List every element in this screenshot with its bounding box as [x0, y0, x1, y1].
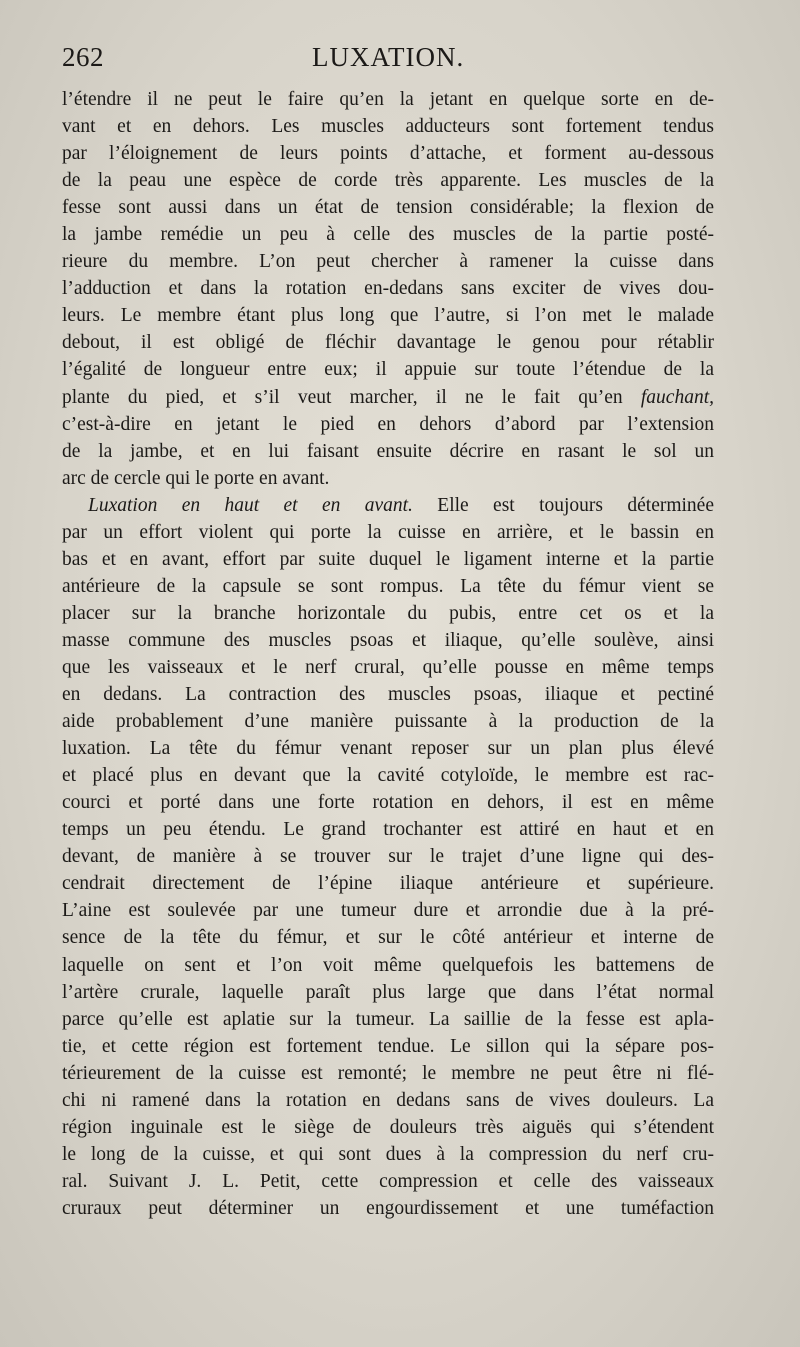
- text-line: masse commune des muscles psoas et iliaque, qu’elle soulève, ainsi: [62, 629, 714, 651]
- text-line: fesse sont aussi dans un état de tension considérable; la flexion de: [62, 197, 714, 219]
- text-line: cendrait directement de l’épine iliaque antérieure et supérieure.: [62, 873, 714, 895]
- text-line: laquelle on sent et l’on voit même quelquefois les battemens de: [62, 954, 714, 976]
- text-line: ral. Suivant J. L. Petit, cette compression et celle des vaisseaux: [62, 1170, 714, 1192]
- text-line: placer sur la branche horizontale du pubis, entre cet os et la: [62, 602, 714, 624]
- text-line: par l’éloignement de leurs points d’attache, et forment au-dessous: [62, 143, 714, 165]
- text-line: l’adduction et dans la rotation en-dedans sans exciter de vives dou-: [62, 278, 714, 300]
- text-run: plante du pied, et s’il veut marcher, il ne le fait qu’en: [62, 386, 641, 408]
- body-text: [62, 86, 714, 1222]
- text-line: térieurement de la cuisse est remonté; le membre ne peut être ni flé-: [62, 1062, 714, 1084]
- text-line: l’artère crurale, laquelle paraît plus large que dans l’état normal: [62, 981, 714, 1003]
- section-heading: Luxation en haut et en avant.: [88, 494, 413, 516]
- text-line: que les vaisseaux et le nerf crural, qu’elle pousse en même temps: [62, 656, 714, 678]
- italic-term: fauchant,: [640, 386, 714, 408]
- text-line: bas et en avant, effort par suite duquel le ligament interne et la partie: [62, 548, 714, 570]
- text-line: [62, 384, 714, 411]
- text-line: de la peau une espèce de corde très apparente. Les muscles de la: [62, 170, 714, 192]
- text-line: c’est-à-dire en jetant le pied en dehors d’abord par l’extension: [62, 413, 714, 435]
- text-line: en dedans. La contraction des muscles psoas, iliaque et pectiné: [62, 684, 714, 706]
- text-line: le long de la cuisse, et qui sont dues à la compression du nerf cru-: [62, 1143, 714, 1165]
- text-line: luxation. La tête du fémur venant reposer sur un plan plus élevé: [62, 738, 714, 760]
- running-title: LUXATION.: [312, 42, 465, 72]
- page-number: 262: [62, 42, 104, 72]
- text-line: par un effort violent qui porte la cuisse en arrière, et le bassin en: [62, 521, 714, 543]
- text-line: devant, de manière à se trouver sur le trajet d’une ligne qui des-: [62, 846, 714, 868]
- text-line: de la jambe, et en lui faisant ensuite décrire en rasant le sol un: [62, 440, 714, 462]
- text-line: chi ni ramené dans la rotation en dedans sans de vives douleurs. La: [62, 1089, 714, 1111]
- text-line: L’aine est soulevée par une tumeur dure et arrondie due à la pré-: [62, 900, 714, 922]
- text-line: l’étendre il ne peut le faire qu’en la jetant en quelque sorte en de-: [62, 89, 714, 110]
- text-line: tie, et cette région est fortement tendue. Le sillon qui la sépare pos-: [62, 1035, 714, 1057]
- page-header: [62, 42, 722, 82]
- text-line: parce qu’elle est aplatie sur la tumeur. La saillie de la fesse est apla-: [62, 1008, 714, 1030]
- text-line: temps un peu étendu. Le grand trochanter est attiré en haut et en: [62, 819, 714, 841]
- text-line: antérieure de la capsule se sont rompus. La tête du fémur vient se: [62, 575, 714, 597]
- text-run: Elle est toujours déterminée: [412, 494, 714, 516]
- text-line: cruraux peut déterminer un engourdissement et une tuméfaction: [62, 1197, 714, 1219]
- text-line: région inguinale est le siège de douleurs très aiguës qui s’étendent: [62, 1116, 714, 1138]
- text-line: rieure du membre. L’on peut chercher à ramener la cuisse dans: [62, 251, 714, 273]
- text-line: aide probablement d’une manière puissante à la production de la: [62, 711, 714, 733]
- section-first-line: [62, 492, 714, 519]
- text-line: courci et porté dans une forte rotation en dehors, il est en même: [62, 792, 714, 814]
- text-line: la jambe remédie un peu à celle des muscles de la partie posté-: [62, 224, 714, 246]
- text-line: leurs. Le membre étant plus long que l’autre, si l’on met le malade: [62, 305, 714, 327]
- text-line: debout, il est obligé de fléchir davantage le genou pour rétablir: [62, 332, 714, 354]
- text-line: arc de cercle qui le porte en avant.: [62, 467, 330, 489]
- text-line: sence de la tête du fémur, et sur le côté antérieur et interne de: [62, 927, 714, 949]
- text-line: vant et en dehors. Les muscles adducteurs sont fortement tendus: [62, 116, 714, 138]
- text-line: et placé plus en devant que la cavité cotyloïde, le membre est rac-: [62, 765, 714, 787]
- text-line: l’égalité de longueur entre eux; il appuie sur toute l’étendue de la: [62, 359, 714, 381]
